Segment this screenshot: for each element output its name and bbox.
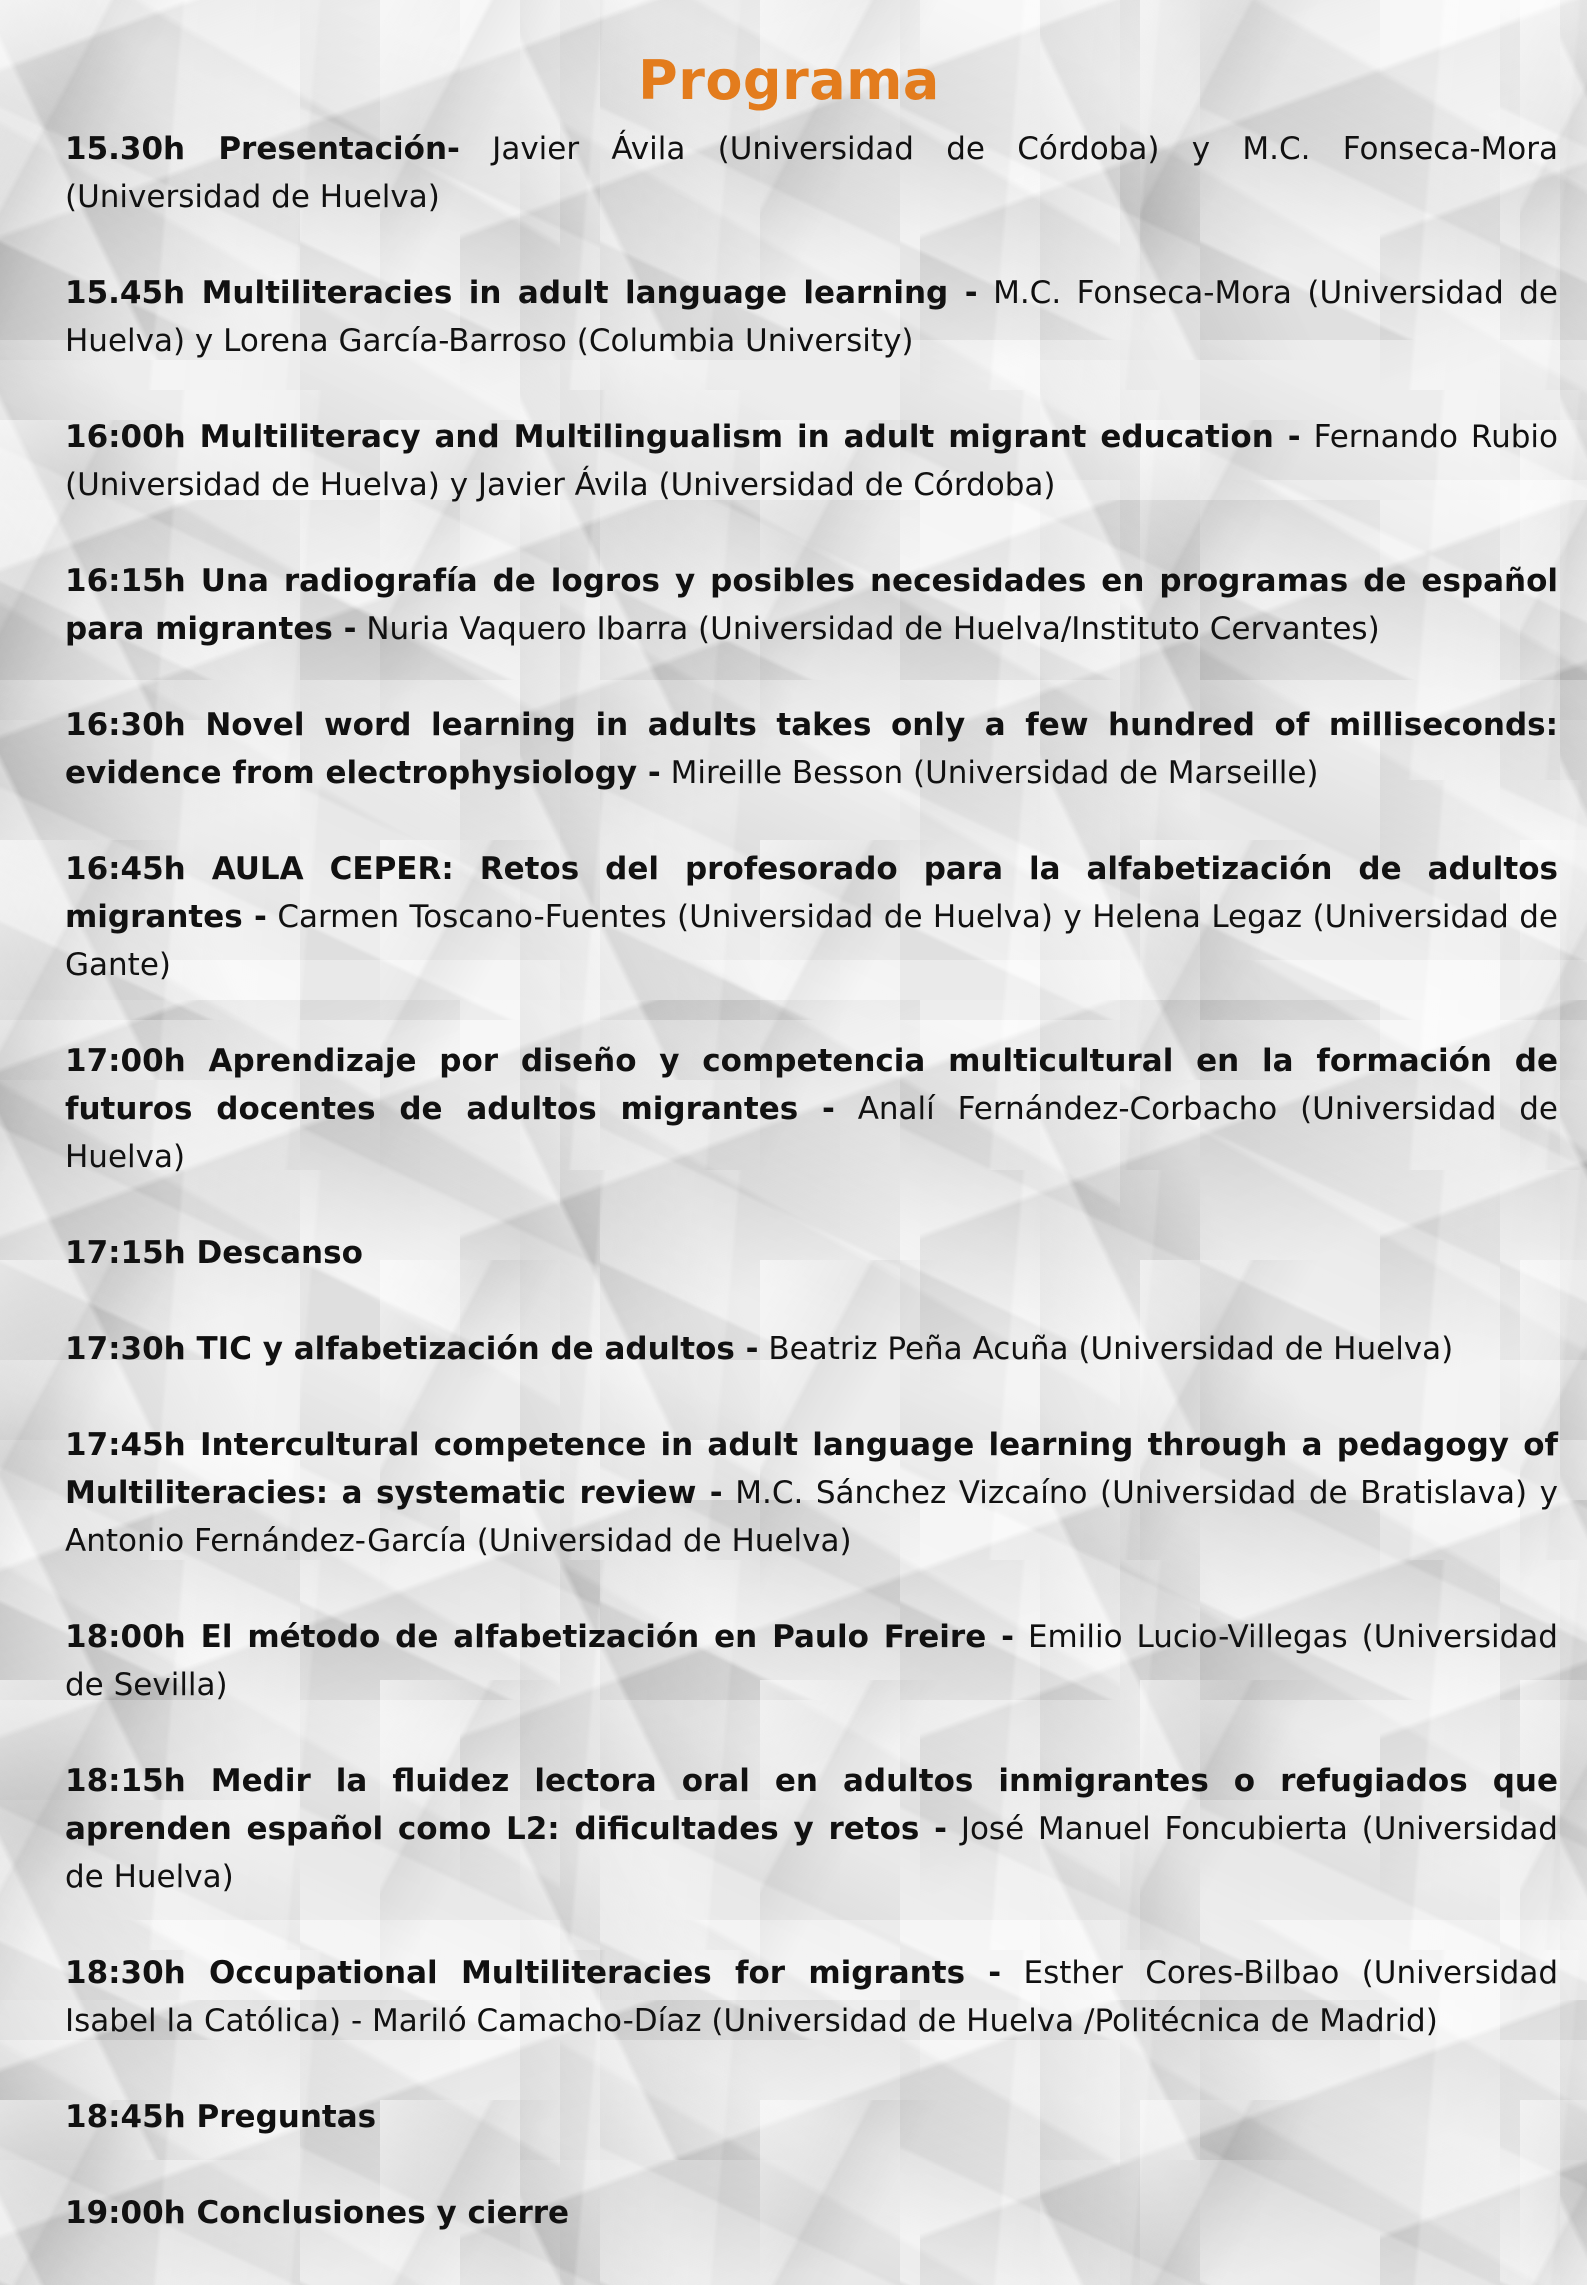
entry-time-title: 16:00h Multiliteracy and Multilingualism in adult migrant education -: [65, 419, 1301, 455]
entry-time-title: 17:00h Aprendizaje por diseño y competencia multicultural en la formación de futuros docentes de adultos migrantes -: [65, 1043, 1558, 1127]
program-entry: [65, 1949, 1558, 2045]
program-entry: [65, 701, 1558, 797]
entry-speakers: Emilio Lucio-Villegas (Universidad de Sevilla): [65, 1619, 1558, 1703]
program-entry: [65, 1325, 1558, 1373]
entry-speakers: Beatriz Peña Acuña (Universidad de Huelva): [758, 1331, 1454, 1367]
program-entry: [65, 1421, 1558, 1565]
program-entry: [65, 413, 1558, 509]
program-entry: [65, 2093, 1558, 2141]
entry-speakers: Carmen Toscano-Fuentes (Universidad de Huelva) y Helena Legaz (Universidad de Gante): [65, 899, 1558, 983]
entry-time-title: 16:15h Una radiografía de logros y posibles necesidades en programas de español para migrantes -: [65, 563, 1558, 647]
program-entry: [65, 269, 1558, 365]
entry-time-title: 17:45h Intercultural competence in adult language learning through a pedagogy of Multiliteracies: a systematic review -: [65, 1427, 1558, 1511]
entry-speakers: Mireille Besson (Universidad de Marseille): [660, 755, 1319, 791]
program-entry: [65, 845, 1558, 989]
entry-speakers: José Manuel Foncubierta (Universidad de Huelva): [65, 1811, 1558, 1895]
program-entry: [65, 1229, 1558, 1277]
entry-speakers: Esther Cores-Bilbao (Universidad Isabel la Católica) - Mariló Camacho-Díaz (Universidad de Huelva /Politécnica de Madrid): [65, 1955, 1558, 2039]
entry-time-title: 16:30h Novel word learning in adults takes only a few hundred of milliseconds: evidence from electrophysiology -: [65, 707, 1558, 791]
entry-time-title: 16:45h AULA CEPER: Retos del profesorado para la alfabetización de adultos migrantes -: [65, 851, 1558, 935]
program-entry: [65, 557, 1558, 653]
entry-speakers: Javier Ávila (Universidad de Córdoba) y M.C. Fonseca-Mora (Universidad de Huelva): [65, 131, 1558, 215]
entry-time-title: 19:00h Conclusiones y cierre: [65, 2195, 570, 2231]
program-entry: [65, 1757, 1558, 1901]
entry-speakers: M.C. Fonseca-Mora (Universidad de Huelva) y Lorena García-Barroso (Columbia University): [65, 275, 1558, 359]
program-list: [65, 125, 1558, 2237]
entry-time-title: 17:15h Descanso: [65, 1235, 363, 1271]
program-entry: [65, 2189, 1558, 2237]
entry-time-title: 18:00h El método de alfabetización en Paulo Freire -: [65, 1619, 1014, 1655]
program-entry: [65, 1037, 1558, 1181]
entry-speakers: Fernando Rubio (Universidad de Huelva) y Javier Ávila (Universidad de Córdoba): [65, 419, 1558, 503]
entry-speakers: M.C. Sánchez Vizcaíno (Universidad de Bratislava) y Antonio Fernández-García (Universidad de Huelva): [65, 1475, 1558, 1559]
program-entry: [65, 125, 1558, 221]
entry-time-title: 17:30h TIC y alfabetización de adultos -: [65, 1331, 759, 1367]
entry-time-title: 15.45h Multiliteracies in adult language learning -: [65, 275, 978, 311]
entry-time-title: 18:15h Medir la fluidez lectora oral en adultos inmigrantes o refugiados que aprenden español como L2: dificultades y retos -: [65, 1763, 1558, 1847]
entry-time-title: 15.30h Presentación-: [65, 131, 460, 167]
entry-speakers: Analí Fernández-Corbacho (Universidad de Huelva): [65, 1091, 1558, 1175]
program-entry: [65, 1613, 1558, 1709]
entry-time-title: 18:45h Preguntas: [65, 2099, 377, 2135]
entry-speakers: Nuria Vaquero Ibarra (Universidad de Huelva/Instituto Cervantes): [356, 611, 1380, 647]
entry-time-title: 18:30h Occupational Multiliteracies for migrants -: [65, 1955, 1002, 1991]
page-title: Programa: [638, 49, 940, 112]
program-page: [65, 45, 1558, 2285]
